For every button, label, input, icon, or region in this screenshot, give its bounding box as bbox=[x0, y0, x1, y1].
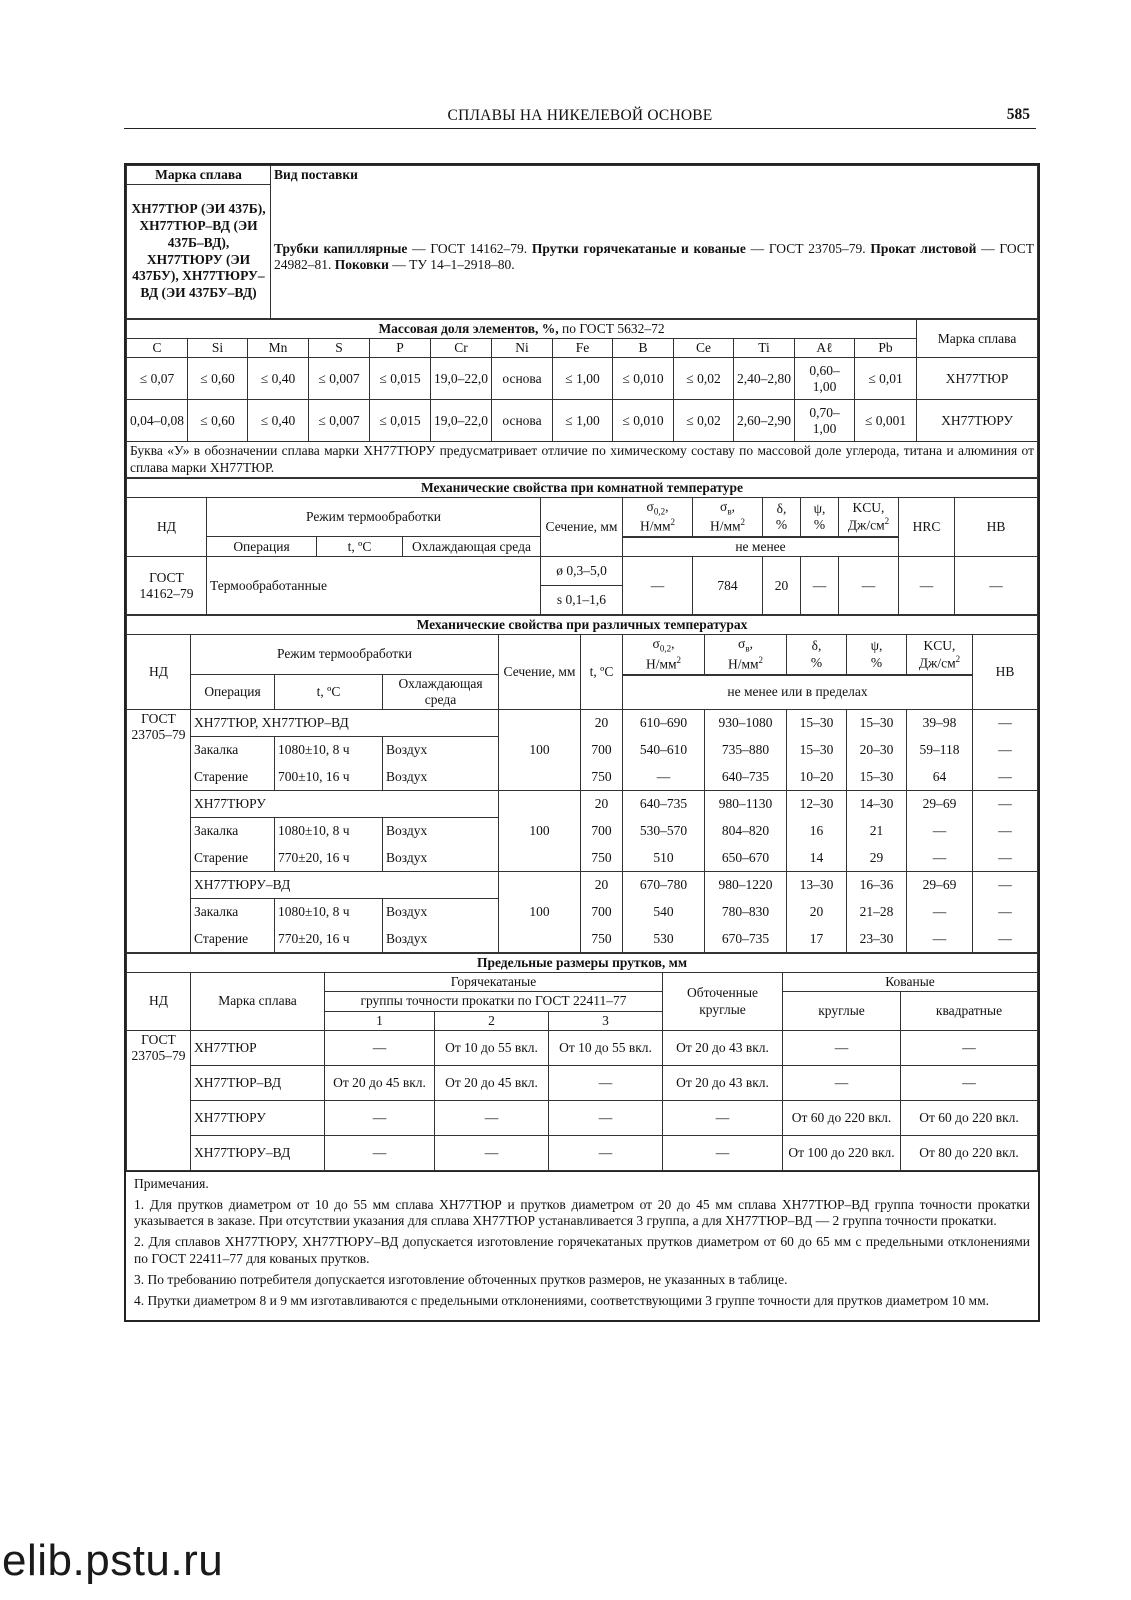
mt-h-d: δ, % bbox=[787, 635, 847, 674]
mt-test-temp: 20 bbox=[581, 710, 623, 737]
composition-cell: ≤ 0,010 bbox=[613, 400, 674, 442]
mech-temp-row bbox=[127, 845, 1038, 872]
mt-s02: 530–570 bbox=[623, 818, 705, 845]
sizes-row bbox=[127, 1030, 1038, 1065]
page-header bbox=[124, 104, 1036, 129]
sizes-table bbox=[126, 953, 1038, 1171]
sz-g3: От 10 до 55 вкл. bbox=[549, 1030, 663, 1065]
sz-g1: — bbox=[325, 1100, 435, 1135]
sizes-row bbox=[127, 1065, 1038, 1100]
mech-temp-title: Механические свойства при различных температурах bbox=[127, 616, 1038, 635]
mt-hb: — bbox=[973, 818, 1038, 845]
composition-row bbox=[127, 358, 1038, 400]
mr-h-sb: $\sigma_в$, $Н/мм^2$ bbox=[693, 497, 763, 536]
mt-test-temp: 20 bbox=[581, 872, 623, 899]
mr-psi: — bbox=[801, 557, 839, 615]
mr-h-hb: HB bbox=[955, 497, 1038, 556]
supply-label: Вид поставки bbox=[274, 167, 358, 182]
sz-square: От 80 до 220 вкл. bbox=[901, 1135, 1038, 1170]
mt-hb: — bbox=[973, 899, 1038, 926]
mt-treat-temp: 1080±10, 8 ч bbox=[275, 737, 383, 764]
mt-test-temp: 750 bbox=[581, 926, 623, 953]
mt-kcu: 29–69 bbox=[907, 791, 973, 818]
element-header: P bbox=[370, 339, 431, 358]
mt-operation: Старение bbox=[191, 926, 275, 953]
mt-sb: 980–1130 bbox=[705, 791, 787, 818]
element-header: Ce bbox=[674, 339, 734, 358]
supply-item-name: Трубки капиллярные bbox=[274, 241, 408, 257]
mt-sb: 804–820 bbox=[705, 818, 787, 845]
sz-h-nd: НД bbox=[127, 973, 191, 1031]
composition-cell: ≤ 0,02 bbox=[674, 400, 734, 442]
sz-g3: — bbox=[549, 1100, 663, 1135]
element-header-row bbox=[127, 339, 1038, 358]
mt-d: 15–30 bbox=[787, 710, 847, 737]
sz-g1: От 20 до 45 вкл. bbox=[325, 1065, 435, 1100]
element-header: Fe bbox=[553, 339, 613, 358]
mt-psi: 16–36 bbox=[847, 872, 907, 899]
mt-cooling: Воздух bbox=[383, 845, 499, 872]
mt-h-sb: $\sigma_в$, $Н/мм^2$ bbox=[705, 635, 787, 674]
mt-kcu: 59–118 bbox=[907, 737, 973, 764]
sz-g1: — bbox=[325, 1030, 435, 1065]
mt-operation: Закалка bbox=[191, 818, 275, 845]
composition-cell: ≤ 0,015 bbox=[370, 400, 431, 442]
composition-cell: ≤ 0,007 bbox=[309, 400, 370, 442]
mr-h-hrc: HRC bbox=[899, 497, 955, 556]
mt-treat-temp: 770±20, 16 ч bbox=[275, 845, 383, 872]
mt-s02: 530 bbox=[623, 926, 705, 953]
sz-grade: ХН77ТЮРУ–ВД bbox=[191, 1135, 325, 1170]
composition-cell: ≤ 0,007 bbox=[309, 358, 370, 400]
mr-h-kcu: KCU, $Дж/см^2$ bbox=[839, 497, 899, 536]
mech-temp-row bbox=[127, 926, 1038, 953]
mt-hb: — bbox=[973, 737, 1038, 764]
sz-h-g3: 3 bbox=[549, 1011, 663, 1030]
supply-item-standard: — ГОСТ 14162–79. bbox=[407, 241, 532, 257]
mr-h-d: δ, % bbox=[763, 497, 801, 536]
mr-h-sec: Сечение, мм bbox=[541, 497, 623, 556]
mr-s02: — bbox=[623, 557, 693, 615]
mt-cooling: Воздух bbox=[383, 818, 499, 845]
mt-hb: — bbox=[973, 710, 1038, 737]
mt-nd: ГОСТ 23705–79 bbox=[127, 710, 191, 953]
mt-group-name: ХН77ТЮРУ bbox=[191, 791, 499, 818]
composition-cell: 0,60–1,00 bbox=[795, 358, 855, 400]
mt-kcu: — bbox=[907, 926, 973, 953]
element-header: Ni bbox=[492, 339, 553, 358]
supply-item-name: Поковки bbox=[334, 257, 389, 273]
mt-test-temp: 20 bbox=[581, 791, 623, 818]
sz-turned: От 20 до 43 вкл. bbox=[663, 1065, 783, 1100]
sizes-title: Предельные размеры прутков, мм bbox=[127, 954, 1038, 973]
mt-test-temp: 750 bbox=[581, 845, 623, 872]
mr-hb: — bbox=[955, 557, 1038, 615]
mech-room-title: Механические свойства при комнатной температуре bbox=[127, 478, 1038, 497]
mt-h-temp: t, ºС bbox=[581, 635, 623, 710]
mt-group-name: ХН77ТЮРУ–ВД bbox=[191, 872, 499, 899]
composition-cell: 2,40–2,80 bbox=[734, 358, 795, 400]
mt-hb: — bbox=[973, 791, 1038, 818]
mt-test-temp: 700 bbox=[581, 899, 623, 926]
mt-operation: Старение bbox=[191, 764, 275, 791]
mech-temp-row bbox=[127, 791, 1038, 818]
mech-temp-row bbox=[127, 818, 1038, 845]
mt-hb: — bbox=[973, 764, 1038, 791]
composition-grade: ХН77ТЮР bbox=[917, 358, 1038, 400]
sz-round: — bbox=[783, 1030, 901, 1065]
sz-round: — bbox=[783, 1065, 901, 1100]
sz-h-g2: 2 bbox=[435, 1011, 549, 1030]
mt-test-temp: 750 bbox=[581, 764, 623, 791]
mt-s02: 540 bbox=[623, 899, 705, 926]
mr-sec2: s 0,1–1,6 bbox=[541, 586, 623, 615]
supply-item-standard: — ГОСТ 24982–81. bbox=[274, 241, 1034, 273]
mt-treat-temp: 770±20, 16 ч bbox=[275, 926, 383, 953]
sizes-row bbox=[127, 1135, 1038, 1170]
composition-row bbox=[127, 400, 1038, 442]
mech-temp-row bbox=[127, 710, 1038, 737]
notes-title: Примечания. bbox=[134, 1175, 209, 1191]
mt-kcu: — bbox=[907, 845, 973, 872]
sz-turned: — bbox=[663, 1100, 783, 1135]
mt-d: 10–20 bbox=[787, 764, 847, 791]
sz-nd: ГОСТ 23705–79 bbox=[127, 1030, 191, 1170]
composition-cell: ≤ 0,07 bbox=[127, 358, 188, 400]
watermark: elib.pstu.ru bbox=[2, 1536, 224, 1585]
mt-hb: — bbox=[973, 845, 1038, 872]
note-item: 1. Для прутков диаметром от 10 до 55 мм сплава ХН77ТЮР и прутков диаметром от 20 до 45 мм сплава ХН77ТЮР–ВД группа точности прокатки указывается в заказе. При отсутствии указания для сплава ХН77ТЮР устанавливается 3 группа, а для ХН77ТЮР–ВД — 2 группа точности прокатки. bbox=[134, 1196, 1030, 1229]
mt-psi: 29 bbox=[847, 845, 907, 872]
element-header: C bbox=[127, 339, 188, 358]
mr-nd: ГОСТ 14162–79 bbox=[127, 557, 207, 615]
mt-s02: — bbox=[623, 764, 705, 791]
mt-cooling: Воздух bbox=[383, 737, 499, 764]
mt-d: 15–30 bbox=[787, 737, 847, 764]
mt-d: 14 bbox=[787, 845, 847, 872]
mr-h-cool: Охлаждающая среда bbox=[403, 537, 541, 557]
composition-cell: ≤ 0,01 bbox=[855, 358, 917, 400]
mt-cooling: Воздух bbox=[383, 899, 499, 926]
mt-h-psi: ψ, % bbox=[847, 635, 907, 674]
mt-h-min: не менее или в пределах bbox=[623, 675, 973, 709]
mt-s02: 540–610 bbox=[623, 737, 705, 764]
notes bbox=[126, 1171, 1038, 1320]
mt-sb: 780–830 bbox=[705, 899, 787, 926]
composition-cell: ≤ 0,010 bbox=[613, 358, 674, 400]
composition-title: Массовая доля элементов, %, по ГОСТ 5632–72 bbox=[127, 320, 917, 339]
composition-cell: 0,70–1,00 bbox=[795, 400, 855, 442]
mt-h-t: t, ºС bbox=[275, 674, 383, 709]
mt-kcu: — bbox=[907, 899, 973, 926]
element-header: S bbox=[309, 339, 370, 358]
mr-op: Термообработанные bbox=[207, 557, 541, 615]
note-item: 3. По требованию потребителя допускается изготовление обточенных прутков размеров, не указанных в таблице. bbox=[134, 1271, 788, 1287]
mr-hrc: — bbox=[899, 557, 955, 615]
element-header: Mn bbox=[248, 339, 309, 358]
sz-g2: — bbox=[435, 1100, 549, 1135]
mt-h-op: Операция bbox=[191, 674, 275, 709]
sz-h-grade: Марка сплава bbox=[191, 973, 325, 1031]
mt-h-kcu: KCU, $Дж/см^2$ bbox=[907, 635, 973, 674]
sz-square: От 60 до 220 вкл. bbox=[901, 1100, 1038, 1135]
mech-temp-row bbox=[127, 899, 1038, 926]
mt-s02: 610–690 bbox=[623, 710, 705, 737]
mt-kcu: 39–98 bbox=[907, 710, 973, 737]
mr-h-min: не менее bbox=[623, 538, 899, 557]
sz-g1: — bbox=[325, 1135, 435, 1170]
mt-test-temp: 700 bbox=[581, 737, 623, 764]
mt-section: 100 bbox=[499, 872, 581, 953]
mr-h-s02: $\sigma_{0,2}$, $Н/мм^2$ bbox=[623, 497, 693, 536]
sz-h-round: круглые bbox=[783, 992, 901, 1030]
mt-sb: 980–1220 bbox=[705, 872, 787, 899]
sz-g3: — bbox=[549, 1135, 663, 1170]
grade-names: ХН77ТЮР (ЭИ 437Б), ХН77ТЮР–ВД (ЭИ 437Б–ВД), ХН77ТЮРУ (ЭИ 437БУ), ХН77ТЮРУ–ВД (ЭИ 437БУ–ВД) bbox=[127, 185, 271, 319]
mech-temp-row bbox=[127, 872, 1038, 899]
mt-d: 13–30 bbox=[787, 872, 847, 899]
composition-cell: ≤ 1,00 bbox=[553, 400, 613, 442]
sz-square: — bbox=[901, 1065, 1038, 1100]
mt-operation: Закалка bbox=[191, 899, 275, 926]
mr-sb: 784 bbox=[693, 557, 763, 615]
mt-s02: 670–780 bbox=[623, 872, 705, 899]
sz-h-g1: 1 bbox=[325, 1011, 435, 1030]
sz-turned: — bbox=[663, 1135, 783, 1170]
mt-sb: 670–735 bbox=[705, 926, 787, 953]
sizes-row bbox=[127, 1100, 1038, 1135]
mt-cooling: Воздух bbox=[383, 764, 499, 791]
supply-item-name: Прутки горячекатаные и кованые bbox=[531, 241, 746, 257]
mech-room-table bbox=[126, 478, 1038, 616]
mt-hb: — bbox=[973, 872, 1038, 899]
composition-cell: основа bbox=[492, 358, 553, 400]
mr-h-mode: Режим термообработки bbox=[207, 497, 541, 536]
note-item: 4. Прутки диаметром 8 и 9 мм изготавливаются с предельными отклонениями, соответствующими 3 группе точности для прутков диаметром 10 мм. bbox=[134, 1292, 989, 1308]
mt-section: 100 bbox=[499, 791, 581, 872]
mt-psi: 21 bbox=[847, 818, 907, 845]
composition-grade-header: Марка сплава bbox=[917, 320, 1038, 358]
element-header: Si bbox=[188, 339, 248, 358]
mt-kcu: 64 bbox=[907, 764, 973, 791]
mt-group-name: ХН77ТЮР, ХН77ТЮР–ВД bbox=[191, 710, 499, 737]
mt-psi: 14–30 bbox=[847, 791, 907, 818]
supply-item-standard: — ТУ 14–1–2918–80. bbox=[388, 257, 515, 273]
sz-h-hot: Горячекатаные bbox=[325, 973, 663, 992]
sz-h-square: квадратные bbox=[901, 992, 1038, 1030]
mt-operation: Закалка bbox=[191, 737, 275, 764]
sz-g3: — bbox=[549, 1065, 663, 1100]
mt-d: 16 bbox=[787, 818, 847, 845]
mt-d: 20 bbox=[787, 899, 847, 926]
mt-h-cool: Охлаждающая среда bbox=[383, 674, 499, 709]
sz-round: От 100 до 220 вкл. bbox=[783, 1135, 901, 1170]
mr-kcu: — bbox=[839, 557, 899, 615]
mt-s02: 510 bbox=[623, 845, 705, 872]
mt-sb: 930–1080 bbox=[705, 710, 787, 737]
sz-g2: От 10 до 55 вкл. bbox=[435, 1030, 549, 1065]
note-item: 2. Для сплавов ХН77ТЮРУ, ХН77ТЮРУ–ВД допускается изготовление горячекатаных прутков диаметром от 60 до 65 мм с предельными отклонениями по ГОСТ 22411–77 для кованых прутков. bbox=[134, 1234, 1030, 1266]
sz-square: — bbox=[901, 1030, 1038, 1065]
mech-temp-row bbox=[127, 764, 1038, 791]
composition-cell: основа bbox=[492, 400, 553, 442]
sz-g2: — bbox=[435, 1135, 549, 1170]
composition-cell: ≤ 0,40 bbox=[248, 358, 309, 400]
alloy-datasheet bbox=[124, 163, 1040, 1322]
supply-item-standard: — ГОСТ 23705–79. bbox=[745, 241, 871, 257]
composition-note: Буква «У» в обозначении сплава марки ХН77ТЮРУ предусматривает отличие по химическому составу по массовой доле углерода, титана и алюминия от сплава марки ХН77ТЮР. bbox=[127, 442, 1038, 477]
mr-sec1: ø 0,3–5,0 bbox=[541, 557, 623, 586]
composition-cell: ≤ 0,40 bbox=[248, 400, 309, 442]
sz-g2: От 20 до 45 вкл. bbox=[435, 1065, 549, 1100]
mech-temp-row bbox=[127, 737, 1038, 764]
composition-cell: ≤ 0,60 bbox=[188, 400, 248, 442]
grade-supply-table bbox=[126, 165, 1038, 319]
composition-cell: ≤ 1,00 bbox=[553, 358, 613, 400]
composition-cell: ≤ 0,60 bbox=[188, 358, 248, 400]
composition-grade: ХН77ТЮРУ bbox=[917, 400, 1038, 442]
mt-h-hb: HB bbox=[973, 635, 1038, 710]
sz-turned: От 20 до 43 вкл. bbox=[663, 1030, 783, 1065]
mt-h-mode: Режим термообработки bbox=[191, 635, 499, 674]
mt-d: 17 bbox=[787, 926, 847, 953]
composition-cell: 19,0–22,0 bbox=[431, 400, 492, 442]
supply-text bbox=[274, 241, 1034, 273]
mr-h-nd: НД bbox=[127, 497, 207, 556]
composition-cell: ≤ 0,001 bbox=[855, 400, 917, 442]
mr-h-op: Операция bbox=[207, 537, 317, 557]
sz-round: От 60 до 220 вкл. bbox=[783, 1100, 901, 1135]
grade-label: Марка сплава bbox=[127, 166, 271, 185]
composition-cell: ≤ 0,015 bbox=[370, 358, 431, 400]
mt-hb: — bbox=[973, 926, 1038, 953]
element-header: B bbox=[613, 339, 674, 358]
mt-test-temp: 700 bbox=[581, 818, 623, 845]
mt-psi: 15–30 bbox=[847, 764, 907, 791]
running-title: СПЛАВЫ НА НИКЕЛЕВОЙ ОСНОВЕ bbox=[447, 107, 713, 124]
mt-h-sec: Сечение, мм bbox=[499, 635, 581, 710]
mt-section: 100 bbox=[499, 710, 581, 791]
element-header: Aℓ bbox=[795, 339, 855, 358]
mt-treat-temp: 1080±10, 8 ч bbox=[275, 818, 383, 845]
mt-d: 12–30 bbox=[787, 791, 847, 818]
composition-cell: 0,04–0,08 bbox=[127, 400, 188, 442]
sz-grade: ХН77ТЮР bbox=[191, 1030, 325, 1065]
composition-table bbox=[126, 319, 1038, 478]
composition-cell: 19,0–22,0 bbox=[431, 358, 492, 400]
mt-operation: Старение bbox=[191, 845, 275, 872]
mt-sb: 640–735 bbox=[705, 764, 787, 791]
sz-h-forged: Кованые bbox=[783, 973, 1038, 992]
mt-psi: 21–28 bbox=[847, 899, 907, 926]
mt-psi: 15–30 bbox=[847, 710, 907, 737]
sz-h-turned: Обточенные круглые bbox=[663, 973, 783, 1031]
mr-h-psi: ψ, % bbox=[801, 497, 839, 536]
mt-treat-temp: 1080±10, 8 ч bbox=[275, 899, 383, 926]
composition-cell: 2,60–2,90 bbox=[734, 400, 795, 442]
element-header: Cr bbox=[431, 339, 492, 358]
page-number: 585 bbox=[1006, 106, 1030, 123]
supply-cell bbox=[271, 166, 1038, 319]
mt-kcu: 29–69 bbox=[907, 872, 973, 899]
supply-item-name: Прокат листовой bbox=[870, 241, 977, 257]
element-header: Ti bbox=[734, 339, 795, 358]
mt-kcu: — bbox=[907, 818, 973, 845]
mt-s02: 640–735 bbox=[623, 791, 705, 818]
sz-grade: ХН77ТЮР–ВД bbox=[191, 1065, 325, 1100]
composition-cell: ≤ 0,02 bbox=[674, 358, 734, 400]
sz-grade: ХН77ТЮРУ bbox=[191, 1100, 325, 1135]
element-header: Pb bbox=[855, 339, 917, 358]
mt-h-nd: НД bbox=[127, 635, 191, 710]
mt-cooling: Воздух bbox=[383, 926, 499, 953]
mr-h-t: t, ºС bbox=[317, 537, 403, 557]
mr-d: 20 bbox=[763, 557, 801, 615]
mt-sb: 650–670 bbox=[705, 845, 787, 872]
mt-psi: 20–30 bbox=[847, 737, 907, 764]
mt-treat-temp: 700±10, 16 ч bbox=[275, 764, 383, 791]
mt-psi: 23–30 bbox=[847, 926, 907, 953]
mech-temp-table bbox=[126, 615, 1038, 953]
mt-sb: 735–880 bbox=[705, 737, 787, 764]
mt-h-s02: $\sigma_{0,2}$, $Н/мм^2$ bbox=[623, 635, 705, 674]
sz-h-groups: группы точности прокатки по ГОСТ 22411–77 bbox=[325, 992, 663, 1011]
